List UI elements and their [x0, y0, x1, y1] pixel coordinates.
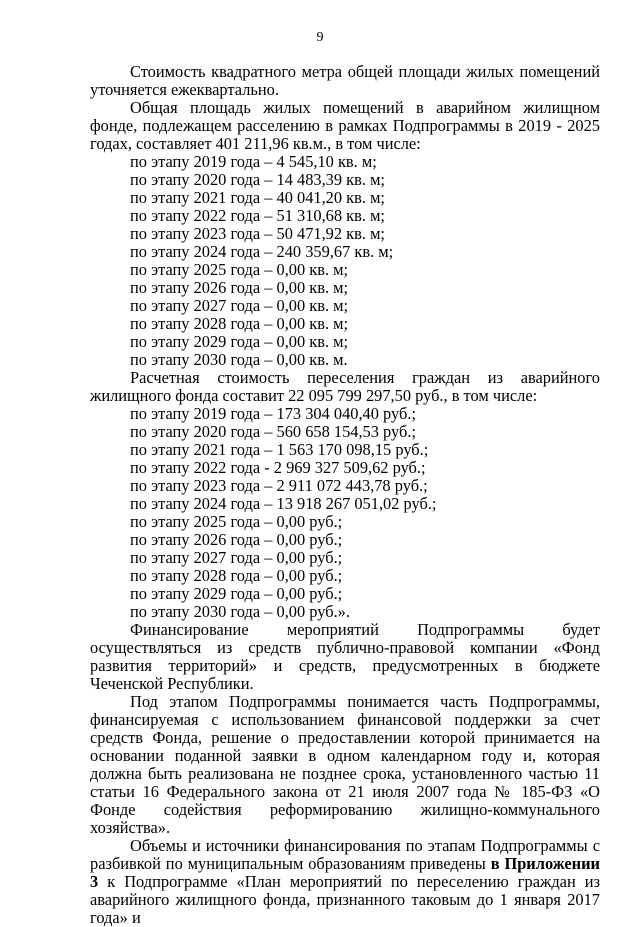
- area-stage-item: по этапу 2023 года – 50 471,92 кв. м;: [130, 224, 385, 243]
- appendix-reference: в Приложении 3: [90, 854, 601, 891]
- cost-stage-item: по этапу 2028 года – 0,00 руб.;: [130, 566, 343, 585]
- cost-stage-item: по этапу 2022 года - 2 969 327 509,62 руб.;: [130, 458, 426, 477]
- cost-stage-item: по этапу 2023 года – 2 911 072 443,78 руб.;: [130, 476, 428, 495]
- financing-volumes-text: Объемы и источники финансирования по этапам Подпрограммы с разбивкой по муниципальным образованиям приведены: [90, 836, 600, 873]
- area-stage-item: по этапу 2029 года – 0,00 кв. м;: [130, 332, 349, 351]
- area-stage-item: по этапу 2019 года – 4 545,10 кв. м;: [130, 152, 377, 171]
- document-body: [90, 63, 600, 927]
- cost-stage-item: по этапу 2020 года – 560 658 154,53 руб.;: [130, 422, 416, 441]
- paragraph-financing-sources: Финансирование мероприятий Подпрограммы будет осуществляться из средств публично-правовой компании «Фонд развития территорий» и средств, предусмотренных в бюджете Чеченской Республики.: [90, 620, 600, 693]
- cost-stage-item: по этапу 2024 года – 13 918 267 051,02 руб.;: [130, 494, 437, 513]
- area-stage-item: по этапу 2030 года – 0,00 кв. м.: [130, 350, 348, 369]
- area-stage-item: по этапу 2020 года – 14 483,39 кв. м;: [130, 170, 385, 189]
- area-stage-item: по этапу 2021 года – 40 041,20 кв. м;: [130, 188, 385, 207]
- paragraph-price-update: Стоимость квадратного метра общей площади жилых помещений уточняется ежеквартально.: [90, 62, 600, 99]
- area-stage-item: по этапу 2027 года – 0,00 кв. м;: [130, 296, 349, 315]
- page-number: 9: [316, 30, 324, 45]
- area-stage-item: по этапу 2028 года – 0,00 кв. м;: [130, 314, 349, 333]
- area-stage-item: по этапу 2025 года – 0,00 кв. м;: [130, 260, 349, 279]
- cost-stage-item: по этапу 2027 года – 0,00 руб.;: [130, 548, 343, 567]
- paragraph-stage-definition: Под этапом Подпрограммы понимается часть Подпрограммы, финансируемая с использованием финансовой поддержки за счет средств Фонда, решение о предоставлении которой принимается на основании поданной заявки в одном календарном году и, которая должна быть реализована не позднее срока, установленного частью 11 статьи 16 Федерального закона от 21 июля 2007 года № 185-ФЗ «О Фонде содействия реформированию жилищно-коммунального хозяйства».: [90, 692, 600, 837]
- paragraph-resettlement-cost: Расчетная стоимость переселения граждан из аварийного жилищного фонда составит 22 095 799 297,50 руб., в том числе:: [90, 368, 600, 405]
- cost-stage-item: по этапу 2019 года – 173 304 040,40 руб.;: [130, 404, 416, 423]
- cost-stage-item: по этапу 2030 года – 0,00 руб.».: [130, 602, 350, 621]
- cost-stage-list: [90, 405, 600, 621]
- area-stage-list: [90, 153, 600, 369]
- cost-stage-item: по этапу 2029 года – 0,00 руб.;: [130, 584, 343, 603]
- paragraph-financing-volumes: [90, 837, 600, 927]
- financing-volumes-text-end: к Подпрограмме «План мероприятий по переселению граждан из аварийного жилищного фонда, признанного таковым до 1 января 2017 года» и: [90, 872, 600, 927]
- cost-stage-item: по этапу 2026 года – 0,00 руб.;: [130, 530, 343, 549]
- cost-stage-item: по этапу 2025 года – 0,00 руб.;: [130, 512, 343, 531]
- area-stage-item: по этапу 2024 года – 240 359,67 кв. м;: [130, 242, 394, 261]
- cost-stage-item: по этапу 2021 года – 1 563 170 098,15 руб.;: [130, 440, 429, 459]
- area-stage-item: по этапу 2022 года – 51 310,68 кв. м;: [130, 206, 385, 225]
- area-stage-item: по этапу 2026 года – 0,00 кв. м;: [130, 278, 349, 297]
- paragraph-total-area: Общая площадь жилых помещений в аварийном жилищном фонде, подлежащем расселению в рамках Подпрограммы в 2019 - 2025 годах, составляет 401 211,96 кв.м., в том числе:: [90, 98, 600, 153]
